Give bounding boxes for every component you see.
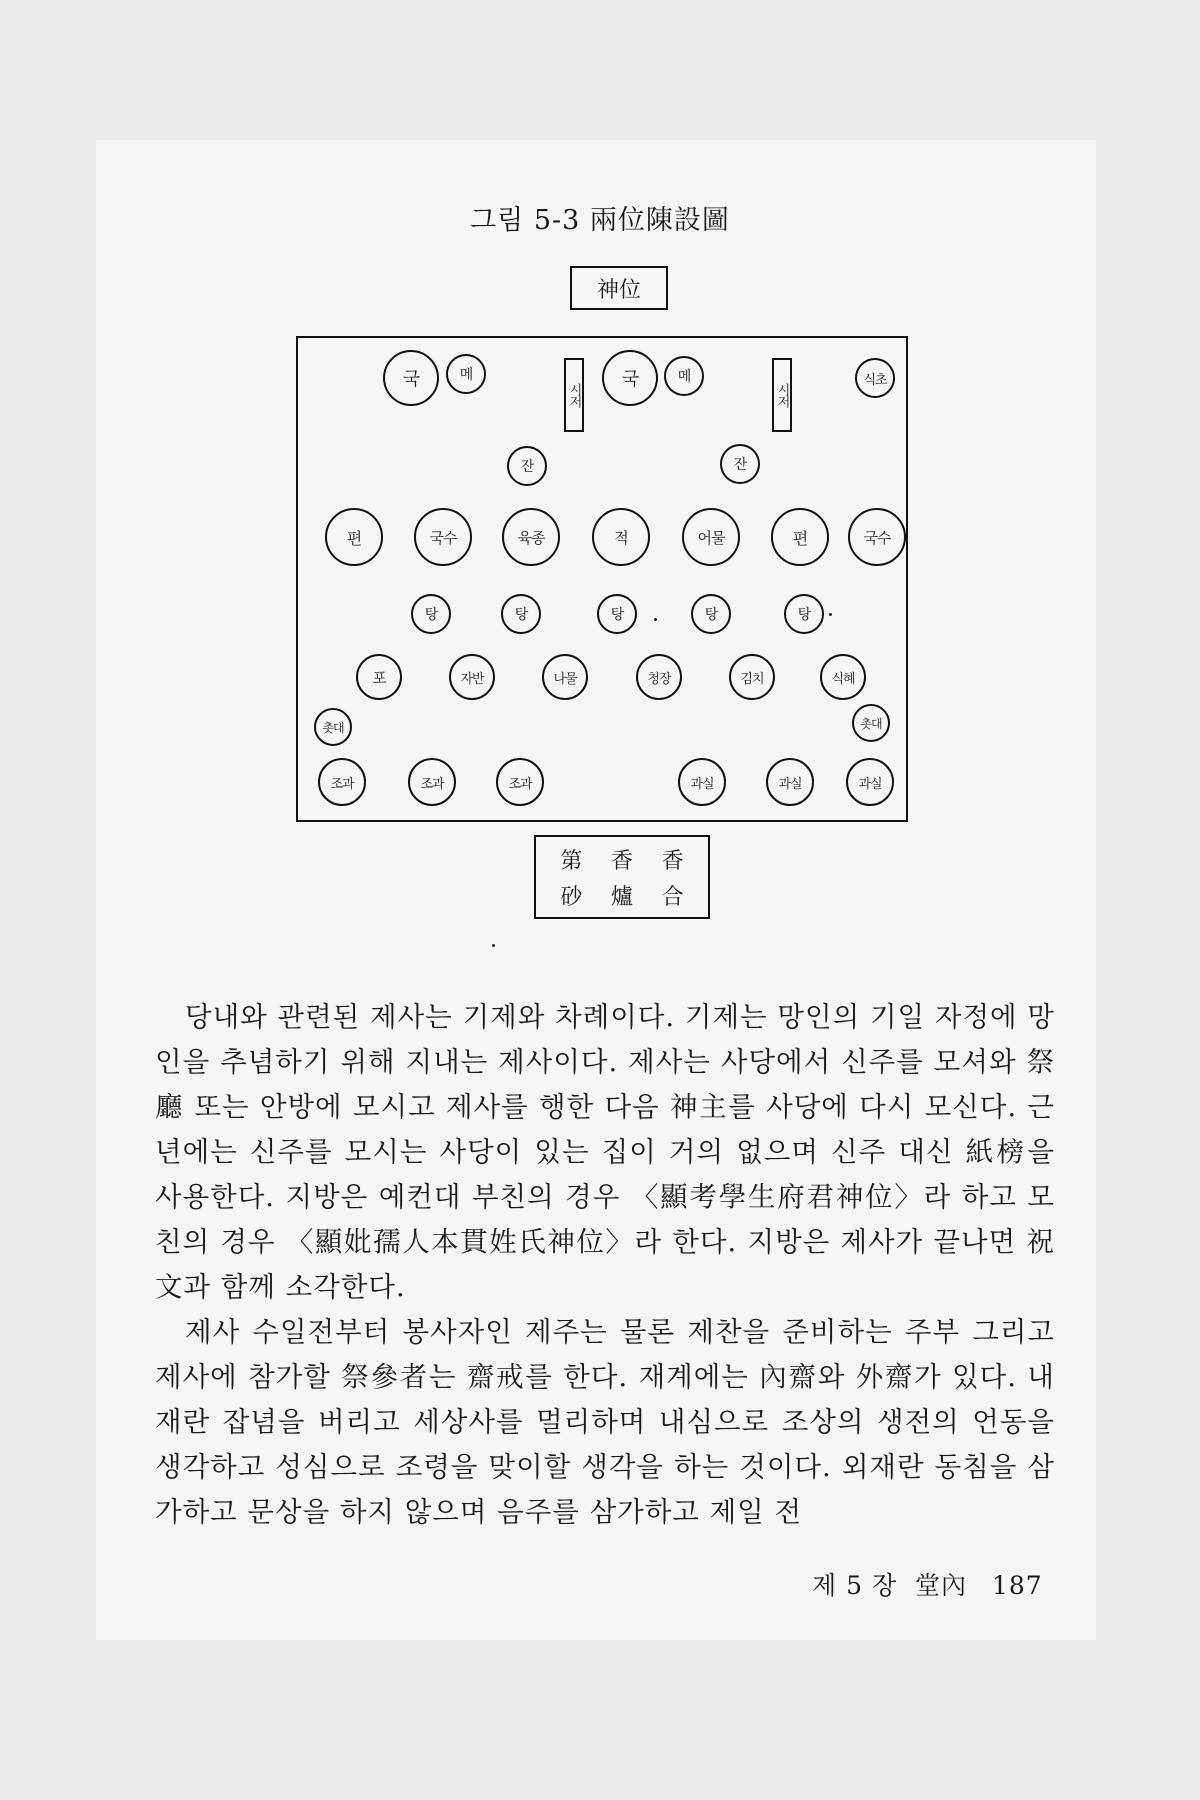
incense-cell: 合: [661, 884, 684, 910]
dish-guk: 국: [383, 350, 439, 406]
dish-po: 포: [356, 654, 402, 700]
dish-tang: 탕: [784, 594, 824, 634]
dish-jaban: 자반: [449, 654, 495, 700]
dish-jan: 잔: [507, 446, 547, 486]
incense-cell: 香: [610, 848, 633, 874]
incense-cell: 砂: [560, 884, 583, 910]
spoon-chopsticks: 시저: [772, 358, 792, 432]
dish-guk: 국: [602, 350, 658, 406]
candlestick: 촛대: [852, 704, 890, 742]
dish-pyeon: 편: [325, 508, 383, 566]
dish-me: 메: [446, 354, 486, 394]
dish-jogwa: 조과: [318, 758, 366, 806]
dish-eomul: 어물: [682, 508, 740, 566]
dish-tang: 탕: [501, 594, 541, 634]
dish-sikhye: 식혜: [820, 654, 866, 700]
spoon-chopsticks: 시저: [564, 358, 584, 432]
dish-guksu: 국수: [414, 508, 472, 566]
stray-dot: [492, 944, 495, 947]
body-paragraph-2: 제사 수일전부터 봉사자인 제주는 물론 제찬을 준비하는 주부 그리고 제사에 참가할 祭參者는 齋戒를 한다. 재계에는 內齋와 外齋가 있다. 내재란 잡념을 버리고 세상사를 멀리하며 내심으로 조상의 생전의 언동을 생각하고 성심으로 조령을 맞이할 생각을 하는 것이다. 외재란 동침을 삼가하고 문상을 하지 않으며 음주를 삼가하고 제일 전: [155, 1316, 1055, 1528]
dish-tang: 탕: [691, 594, 731, 634]
dish-tang: 탕: [597, 594, 637, 634]
dish-me: 메: [664, 356, 704, 396]
dish-gwasil: 과실: [846, 758, 894, 806]
dish-vinegar: 식초: [855, 358, 895, 398]
figure-title: 그림 5-3 兩位陳設圖: [470, 205, 730, 236]
dish-kimchi: 김치: [729, 654, 775, 700]
body-paragraph-1: 당내와 관련된 제사는 기제와 차례이다. 기제는 망인의 기일 자정에 망인을 추념하기 위해 지내는 제사이다. 제사는 사당에서 신주를 모셔와 祭廳 또는 안방에 모시고 제사를 행한 다음 神主를 사당에 다시 모신다. 근년에는 신주를 모시는 사당이 있는 집이 거의 없으며 신주 대신 紙榜을 사용한다. 지방은 예컨대 부친의 경우 〈顯考學生府君神位〉라 하고 모친의 경우 〈顯妣孺人本貫姓氏神位〉라 한다. 지방은 제사가 끝나면 祝文과 함께 소각한다.: [155, 1001, 1055, 1303]
dish-jan: 잔: [720, 444, 760, 484]
table-layout: [296, 336, 908, 822]
dish-tang: 탕: [411, 594, 451, 634]
dish-pyeon: 편: [771, 508, 829, 566]
incense-cell: 爐: [610, 884, 633, 910]
stray-dot: [829, 613, 832, 616]
dish-cheongjang: 청장: [636, 654, 682, 700]
dish-guksu: 국수: [848, 508, 906, 566]
incense-cell: 香: [661, 848, 684, 874]
dish-gwasil: 과실: [766, 758, 814, 806]
dish-namul: 나물: [542, 654, 588, 700]
dish-gwasil: 과실: [678, 758, 726, 806]
candlestick: 촛대: [314, 708, 352, 746]
page-footer: [812, 1566, 1043, 1602]
incense-cell: 第: [560, 848, 583, 874]
stray-dot: [654, 618, 657, 621]
dish-yukjong: 육종: [502, 508, 560, 566]
page-number: 187: [991, 1571, 1043, 1600]
dish-jogwa: 조과: [408, 758, 456, 806]
incense-table: [534, 835, 710, 919]
dish-jogwa: 조과: [496, 758, 544, 806]
shinwi-box: 神位: [570, 266, 668, 310]
chapter-label: 제 5 장 堂內: [812, 1571, 967, 1600]
dish-jeok: 적: [592, 508, 650, 566]
